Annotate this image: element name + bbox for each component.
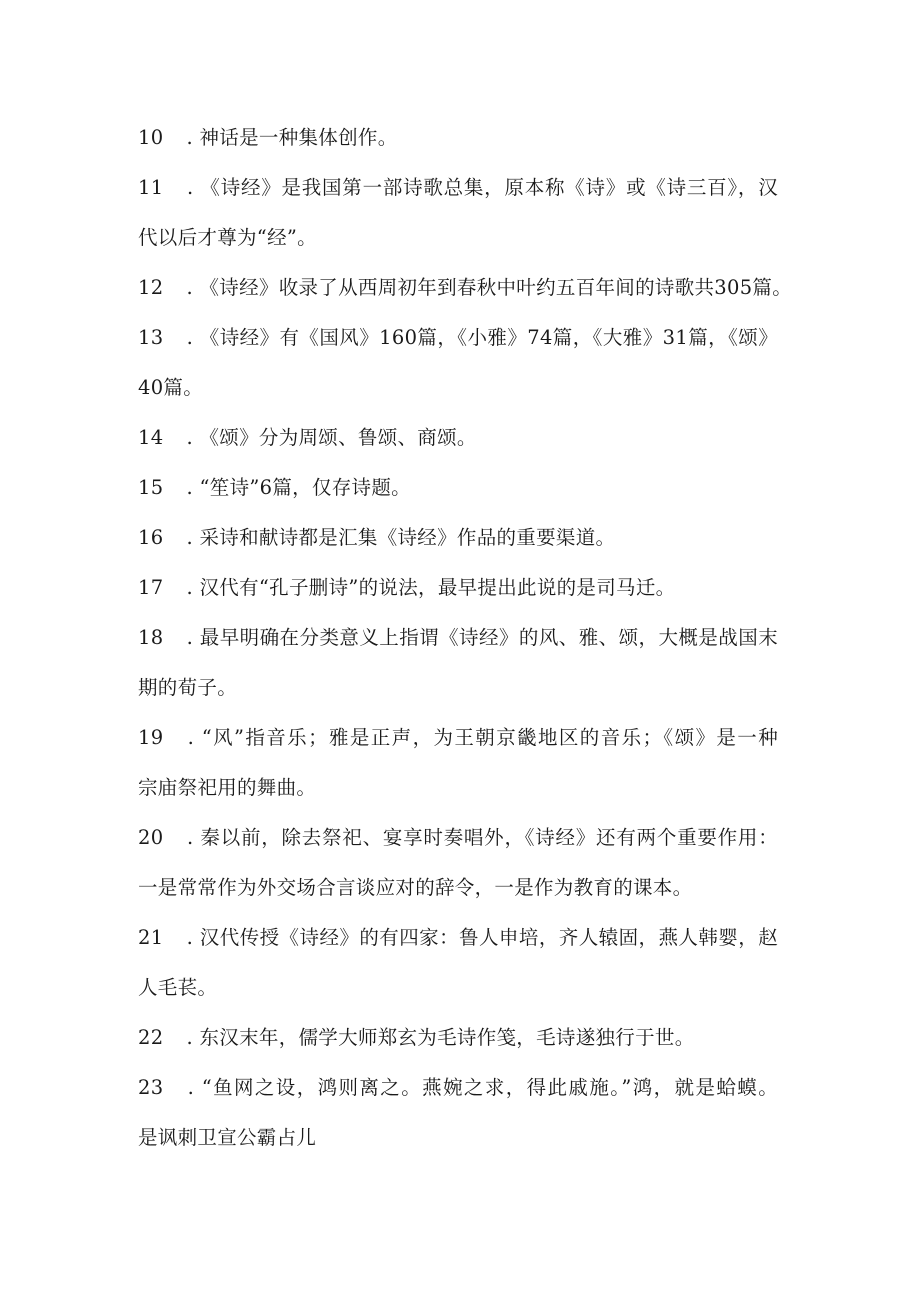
item-11 — [138, 163, 778, 213]
item-14 — [138, 413, 778, 463]
item-number: 13 — [138, 326, 164, 349]
item-text: . 最早明确在分类意义上指谓《诗经》的风、雅、颂，大概是战国末 — [180, 626, 778, 649]
item-number: 19 — [138, 726, 164, 749]
item-19-cont — [138, 763, 778, 813]
item-number: 21 — [138, 926, 164, 949]
item-text: . 东汉末年，儒学大师郑玄为毛诗作笺，毛诗遂独行于世。 — [180, 1026, 695, 1049]
item-number: 22 — [138, 1026, 164, 1049]
item-15 — [138, 463, 778, 513]
item-number: 14 — [138, 426, 164, 449]
item-number: 12 — [138, 276, 164, 299]
item-text-continued: 人毛苌。 — [138, 976, 218, 999]
item-text: . 《诗经》有《国风》160篇，《小雅》74篇，《大雅》31篇，《颂》 — [180, 326, 778, 349]
item-number: 23 — [138, 1076, 164, 1099]
item-20 — [138, 813, 778, 863]
item-text-continued: 40篇。 — [138, 376, 204, 399]
item-23-cont — [138, 1113, 778, 1163]
item-23 — [138, 1063, 778, 1113]
item-text-continued: 期的荀子。 — [138, 676, 238, 699]
item-number: 17 — [138, 576, 164, 599]
item-22 — [138, 1013, 778, 1063]
item-number: 10 — [138, 126, 164, 149]
item-21 — [138, 913, 778, 963]
document-body — [138, 113, 793, 1163]
item-number: 18 — [138, 626, 164, 649]
item-text-continued: 代以后才尊为“经”。 — [138, 226, 317, 249]
item-10 — [138, 113, 778, 163]
item-number: 20 — [138, 826, 164, 849]
item-16 — [138, 513, 778, 563]
item-text: . “笙诗”6篇，仅存诗题。 — [180, 476, 411, 499]
item-text: . 汉代有“孔子删诗”的说法，最早提出此说的是司马迁。 — [180, 576, 676, 599]
item-text: . 《颂》分为周颂、鲁颂、商颂。 — [180, 426, 477, 449]
item-text-continued: 一是常常作为外交场合言谈应对的辞令，一是作为教育的课本。 — [138, 876, 693, 899]
item-text: . 《诗经》是我国第一部诗歌总集，原本称《诗》或《诗三百》，汉 — [180, 176, 778, 199]
item-17 — [138, 563, 778, 613]
item-text-continued: 宗庙祭祀用的舞曲。 — [138, 776, 317, 799]
item-20-cont — [138, 863, 778, 913]
item-13-cont — [138, 363, 778, 413]
item-11-cont — [138, 213, 778, 263]
item-text: . 神话是一种集体创作。 — [180, 126, 398, 149]
item-number: 15 — [138, 476, 164, 499]
item-12 — [138, 263, 793, 313]
item-text: . 《诗经》收录了从西周初年到春秋中叶约五百年间的诗歌共305篇。 — [180, 276, 793, 299]
item-text: . “鱼网之设，鸿则离之。燕婉之求，得此戚施。”鸿，就是蛤蟆。 — [180, 1076, 778, 1099]
item-number: 16 — [138, 526, 164, 549]
item-text: . 秦以前，除去祭祀、宴享时奏唱外，《诗经》还有两个重要作用： — [180, 826, 778, 849]
item-18-cont — [138, 663, 778, 713]
item-text-continued: 是讽刺卫宣公霸占儿 — [138, 1126, 317, 1149]
item-21-cont — [138, 963, 778, 1013]
item-18 — [138, 613, 778, 663]
item-text: . 采诗和献诗都是汇集《诗经》作品的重要渠道。 — [180, 526, 616, 549]
item-13 — [138, 313, 778, 363]
item-text: . 汉代传授《诗经》的有四家：鲁人申培，齐人辕固，燕人韩婴，赵 — [180, 926, 778, 949]
item-text: . “风”指音乐；雅是正声，为王朝京畿地区的音乐；《颂》是一种 — [180, 726, 778, 749]
item-19 — [138, 713, 778, 763]
item-number: 11 — [138, 176, 164, 199]
